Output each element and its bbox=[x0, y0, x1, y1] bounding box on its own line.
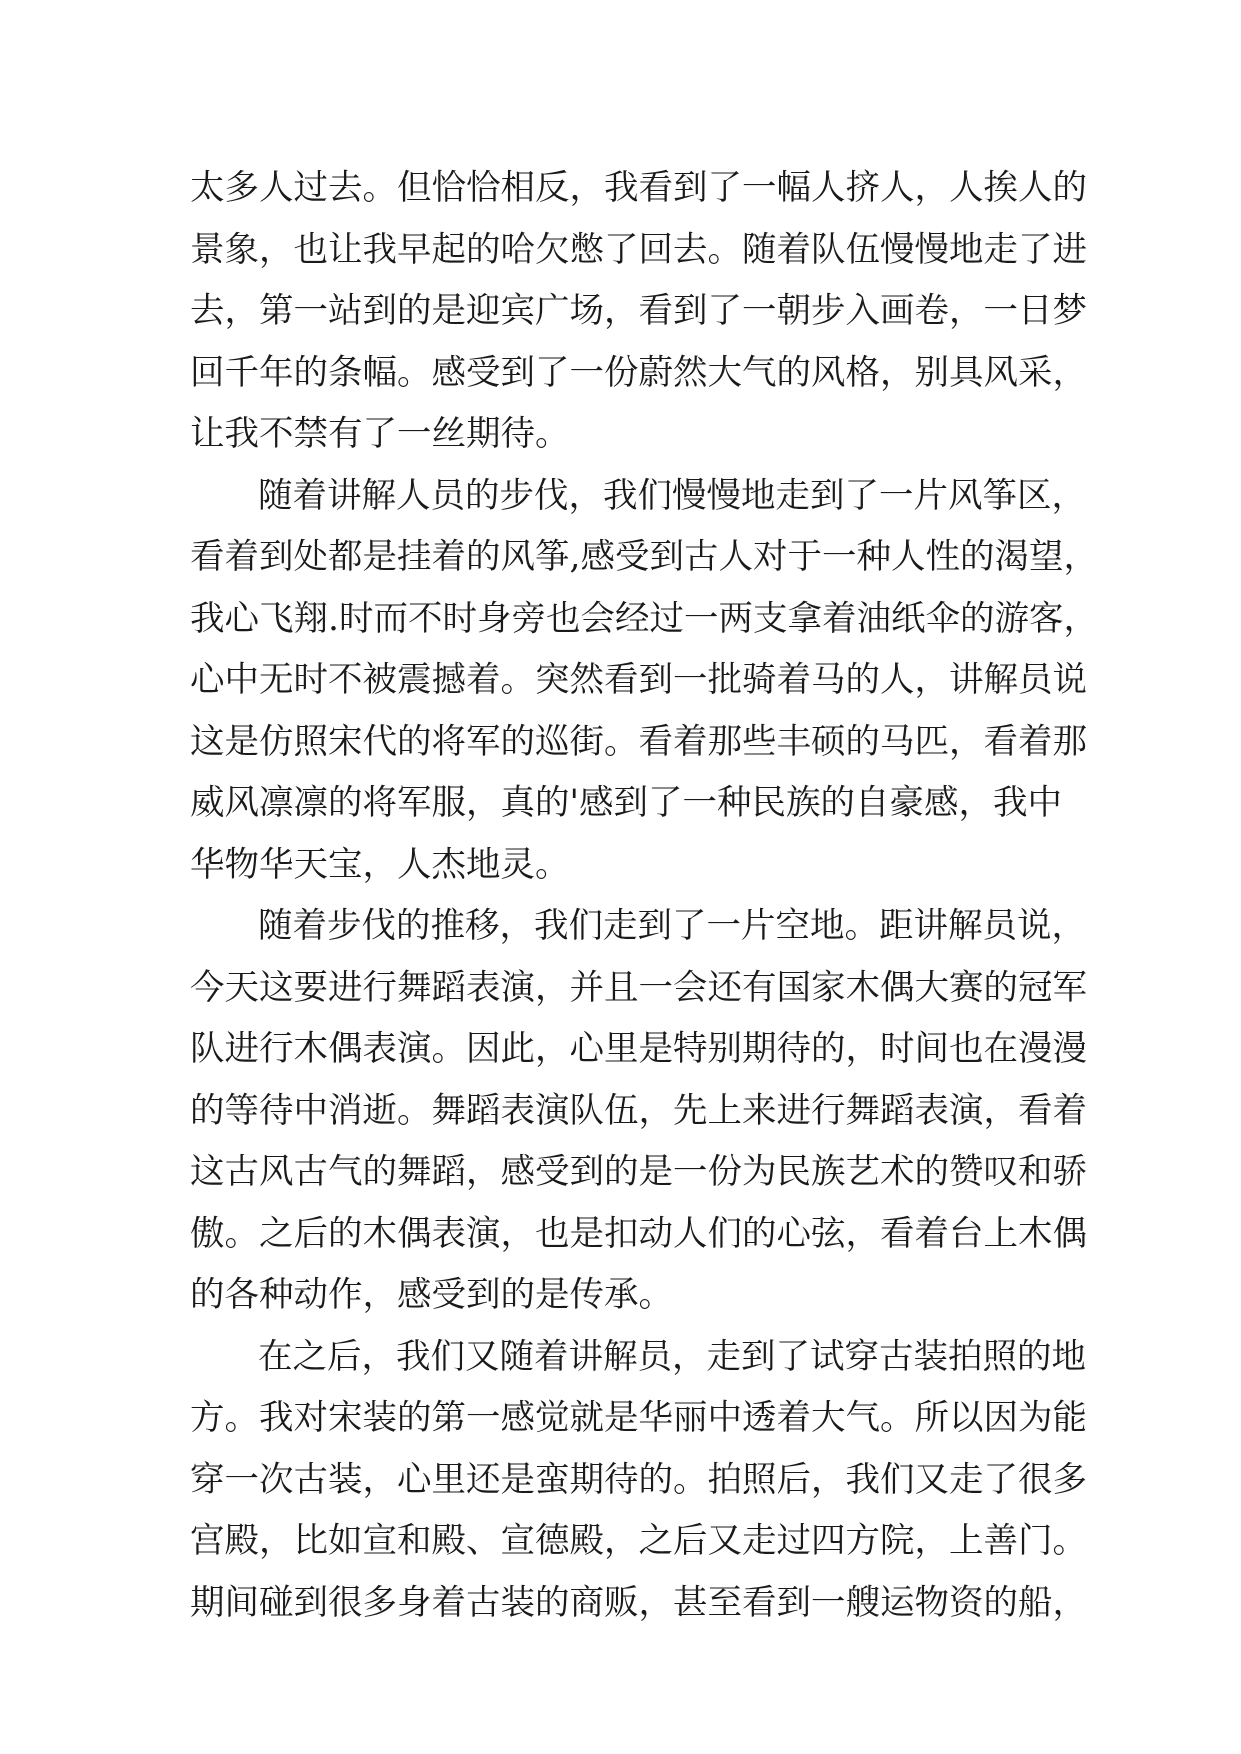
text-line: 今天这要进行舞蹈表演，并且一会还有国家木偶大赛的冠军 bbox=[190, 967, 1087, 1008]
text-line: 宫殿，比如宣和殿、宣德殿，之后又走过四方院，上善门。 bbox=[190, 1521, 1087, 1561]
text-line: 队进行木偶表演。因此，心里是特别期待的，时间也在漫漫 bbox=[190, 1029, 1087, 1069]
text-line: 期间碰到很多身着古装的商贩，甚至看到一艘运物资的船， bbox=[190, 1582, 1087, 1623]
text-line: 让我不禁有了一丝期待。 bbox=[190, 414, 570, 454]
text-line: 回千年的条幅。感受到了一份蔚然大气的风格，别具风采， bbox=[190, 352, 1087, 393]
text-line: 这古风古气的舞蹈，感受到的是一份为民族艺术的赞叹和骄 bbox=[190, 1152, 1087, 1192]
text-line: 景象，也让我早起的哈欠憋了回去。随着队伍慢慢地走了进 bbox=[190, 229, 1087, 270]
text-line: 的各种动作，感受到的是传承。 bbox=[190, 1275, 673, 1315]
text-line: 去，第一站到的是迎宾广场，看到了一朝步入画卷，一日梦 bbox=[190, 291, 1087, 331]
text-line: 穿一次古装，心里还是蛮期待的。拍照后，我们又走了很多 bbox=[190, 1459, 1087, 1500]
text-line: 我心飞翔.时而不时身旁也会经过一两支拿着油纸伞的游客， bbox=[190, 598, 1098, 639]
paragraph bbox=[190, 158, 1087, 466]
text-line: 华物华天宝，人杰地灵。 bbox=[190, 844, 570, 885]
text-line: 威风凛凛的将军服，真的'感到了一种民族的自豪感，我中 bbox=[190, 783, 1062, 823]
document-body bbox=[190, 158, 1098, 1634]
text-line: 的等待中消逝。舞蹈表演队伍，先上来进行舞蹈表演，看着 bbox=[190, 1090, 1087, 1131]
text-line: 心中无时不被震撼着。突然看到一批骑着马的人，讲解员说 bbox=[190, 660, 1087, 700]
paragraph bbox=[190, 896, 1087, 1327]
text-line: 随着讲解人员的步伐，我们慢慢地走到了一片风筝区， bbox=[258, 475, 1086, 516]
text-line: 随着步伐的推移，我们走到了一片空地。距讲解员说， bbox=[258, 906, 1086, 946]
text-line: 傲。之后的木偶表演，也是扣动人们的心弦，看着台上木偶 bbox=[190, 1213, 1087, 1254]
text-line: 太多人过去。但恰恰相反，我看到了一幅人挤人，人挨人的 bbox=[190, 168, 1087, 208]
text-line: 这是仿照宋代的将军的巡街。看着那些丰硕的马匹，看着那 bbox=[190, 721, 1087, 762]
paragraph bbox=[190, 1327, 1087, 1635]
paragraph bbox=[190, 466, 1098, 897]
text-line: 在之后，我们又随着讲解员，走到了试穿古装拍照的地 bbox=[258, 1336, 1086, 1377]
text-line: 看着到处都是挂着的风筝,感受到古人对于一种人性的渴望， bbox=[190, 537, 1098, 577]
text-line: 方。我对宋装的第一感觉就是华丽中透着大气。所以因为能 bbox=[190, 1398, 1087, 1438]
